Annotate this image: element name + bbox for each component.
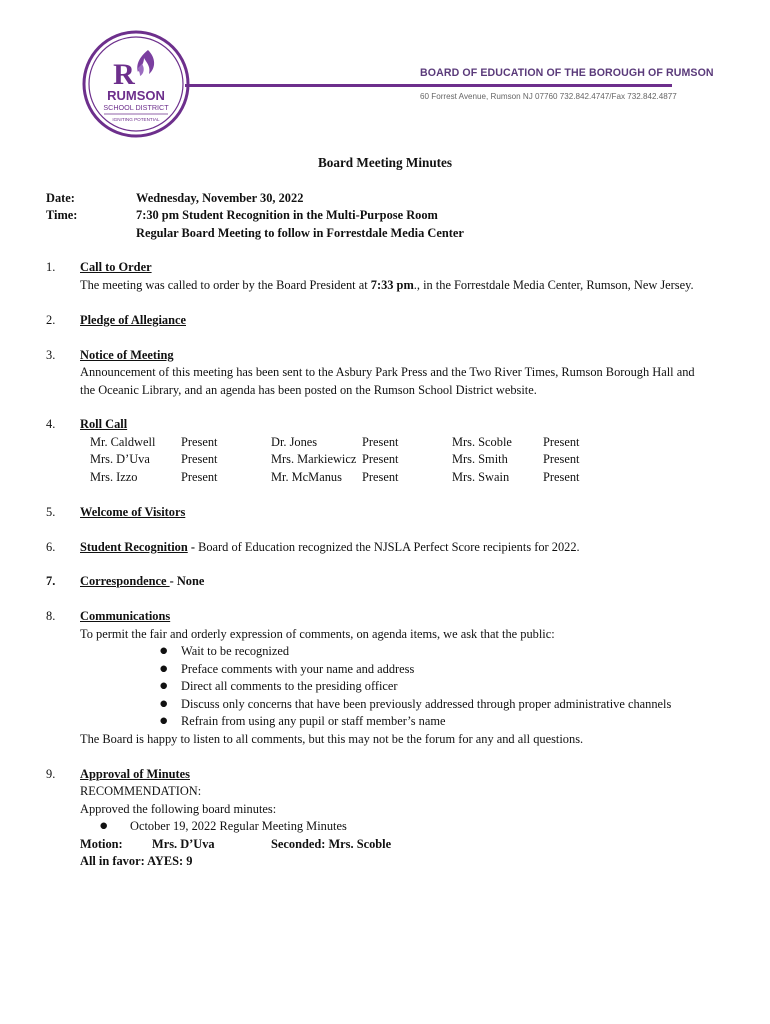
section-title-pledge: Pledge of Allegiance <box>80 313 186 327</box>
roll-call-status: Present <box>362 452 399 466</box>
communications-bullet: Discuss only concerns that have been previously addressed through proper administrative channels <box>181 697 672 711</box>
roll-call-status: Present <box>543 435 580 449</box>
notice-text-line-2: the Oceanic Library, and an agenda has been posted on the Rumson School District website. <box>80 383 537 397</box>
student-recognition-line <box>80 539 580 557</box>
communications-bullet: Preface comments with your name and address <box>181 662 415 676</box>
date-label: Date: <box>46 191 75 205</box>
communications-bullet: Direct all comments to the presiding officer <box>181 679 398 693</box>
roll-call-status: Present <box>181 435 218 449</box>
roll-call-name: Dr. Jones <box>271 435 318 449</box>
roll-call-status: Present <box>543 470 580 484</box>
rumson-school-district-logo <box>82 28 190 140</box>
svg-text:SCHOOL DISTRICT: SCHOOL DISTRICT <box>103 103 169 112</box>
roll-call-name: Mrs. Markiewicz <box>271 452 357 466</box>
roll-call-status: Present <box>181 452 218 466</box>
roll-call-status: Present <box>362 435 399 449</box>
communications-intro: To permit the fair and orderly expression of comments, on agenda items, we ask that the public: <box>80 627 555 641</box>
document-title: Board Meeting Minutes <box>317 155 453 170</box>
section-number: 6. <box>46 540 56 554</box>
bullet-icon: ● <box>160 664 168 674</box>
section-number: 9. <box>46 767 56 781</box>
notice-text-line-1: Announcement of this meeting has been sent to the Asbury Park Press and the Two River Times, Rumson Borough Hall and <box>80 365 695 379</box>
bullet-icon: ● <box>160 699 168 709</box>
board-address: 60 Forrest Avenue, Rumson NJ 07760 732.842.4747/Fax 732.842.4877 <box>420 92 677 101</box>
section-title-welcome: Welcome of Visitors <box>80 505 186 519</box>
section-title-notice: Notice of Meeting <box>80 348 174 362</box>
roll-call-status: Present <box>543 452 580 466</box>
roll-call-name: Mrs. Smith <box>452 452 508 466</box>
time-value-1: 7:30 pm Student Recognition in the Multi-Purpose Room <box>136 208 438 222</box>
section-number: 2. <box>46 313 56 327</box>
call-to-order-text-post: ., in the Forrestdale Media Center, Rumson, New Jersey. <box>413 278 694 292</box>
section-number: 3. <box>46 348 56 362</box>
section-title-student-recognition: Student Recognition <box>80 540 188 554</box>
section-title-correspondence: Correspondence <box>80 574 170 588</box>
roll-call-status: Present <box>362 470 399 484</box>
student-recognition-dash: - <box>187 540 199 554</box>
student-recognition-text: Board of Education recognized the NJSLA Perfect Score recipients for 2022. <box>198 540 580 554</box>
section-title-roll-call: Roll Call <box>80 417 128 431</box>
section-title-communications: Communications <box>80 609 171 623</box>
approved-minutes-item: October 19, 2022 Regular Meeting Minutes <box>130 819 347 833</box>
time-value-2: Regular Board Meeting to follow in Forrestdale Media Center <box>136 226 464 240</box>
motion-label: Motion: <box>80 837 123 851</box>
recommendation-label: RECOMMENDATION: <box>80 784 202 798</box>
roll-call-name: Mrs. Swain <box>452 470 510 484</box>
communications-bullet: Wait to be recognized <box>181 644 290 658</box>
vote-result: All in favor: AYES: 9 <box>80 854 193 868</box>
roll-call-name: Mrs. D’Uva <box>90 452 150 466</box>
communications-closing: The Board is happy to listen to all comments, but this may not be the forum for any and all questions. <box>80 732 584 746</box>
correspondence-line <box>80 573 204 591</box>
section-title-approval: Approval of Minutes <box>80 767 190 781</box>
seconded-value: Seconded: Mrs. Scoble <box>271 837 392 851</box>
motion-value: Mrs. D’Uva <box>152 837 215 851</box>
communications-bullet: Refrain from using any pupil or staff member’s name <box>181 714 446 728</box>
svg-text:IGNITING POTENTIAL: IGNITING POTENTIAL <box>112 117 160 122</box>
roll-call-name: Mrs. Izzo <box>90 470 138 484</box>
time-label: Time: <box>46 208 78 222</box>
roll-call-status: Present <box>181 470 218 484</box>
call-to-order-time: 7:33 pm <box>370 278 414 292</box>
bullet-icon: ● <box>160 716 168 726</box>
bullet-icon: ● <box>160 681 168 691</box>
section-number: 5. <box>46 505 56 519</box>
roll-call-name: Mr. Caldwell <box>90 435 156 449</box>
call-to-order-text <box>80 277 694 295</box>
section-title-call-to-order: Call to Order <box>80 260 152 274</box>
section-number: 7. <box>46 574 56 588</box>
roll-call-name: Mr. McManus <box>271 470 342 484</box>
svg-text:RUMSON: RUMSON <box>107 88 165 103</box>
date-value: Wednesday, November 30, 2022 <box>136 191 304 205</box>
svg-text:R: R <box>113 58 135 91</box>
approved-text: Approved the following board minutes: <box>80 802 277 816</box>
bullet-icon: ● <box>100 821 108 831</box>
bullet-icon: ● <box>160 646 168 656</box>
roll-call-name: Mrs. Scoble <box>452 435 512 449</box>
correspondence-none: - None <box>169 574 205 588</box>
letterhead-rule <box>185 84 672 87</box>
board-title: BOARD OF EDUCATION OF THE BOROUGH OF RUMSON <box>420 67 714 79</box>
section-number: 8. <box>46 609 56 623</box>
section-number: 4. <box>46 417 56 431</box>
call-to-order-text-pre: The meeting was called to order by the Board President at <box>80 278 371 292</box>
section-number: 1. <box>46 260 56 274</box>
